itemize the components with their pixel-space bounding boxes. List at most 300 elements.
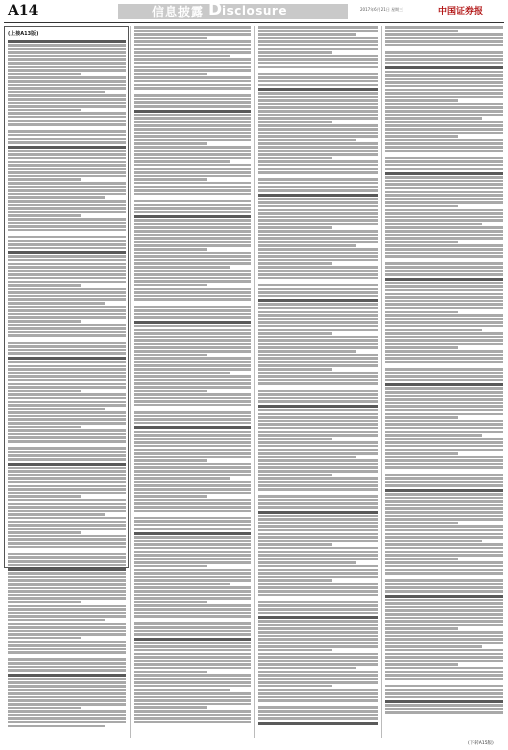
text-line	[134, 255, 251, 258]
text-line	[8, 538, 126, 541]
text-line	[134, 313, 251, 316]
text-line	[8, 102, 126, 105]
text-line	[134, 622, 251, 625]
text-line	[258, 645, 378, 648]
text-line	[385, 689, 503, 692]
text-line	[134, 714, 251, 717]
text-line	[8, 313, 126, 316]
text-line	[8, 553, 126, 556]
text-line	[8, 87, 126, 90]
header-rule	[4, 22, 504, 23]
text-line	[8, 390, 81, 393]
text-line	[134, 26, 251, 29]
text-line	[134, 361, 251, 364]
text-line	[258, 459, 378, 462]
text-line	[8, 666, 126, 669]
text-line	[258, 273, 378, 276]
text-line	[8, 232, 126, 235]
text-line	[134, 532, 251, 535]
text-line	[258, 624, 378, 627]
text-line	[134, 408, 251, 411]
text-line	[8, 699, 126, 702]
text-line	[258, 372, 378, 375]
text-line	[258, 110, 378, 113]
text-line	[258, 44, 378, 47]
text-line	[134, 298, 251, 301]
text-line	[258, 153, 378, 156]
text-line	[8, 454, 126, 457]
text-line	[258, 321, 378, 324]
text-line	[134, 474, 251, 477]
text-line	[8, 69, 126, 72]
text-line	[134, 434, 251, 437]
text-line	[258, 128, 378, 131]
text-line	[258, 696, 378, 699]
text-line	[134, 343, 251, 346]
text-line	[134, 456, 251, 459]
text-line	[385, 153, 503, 156]
text-line	[134, 266, 230, 269]
text-line	[134, 51, 251, 54]
text-line	[134, 569, 251, 572]
text-line	[8, 316, 126, 319]
text-line	[134, 663, 251, 666]
text-line	[385, 114, 503, 117]
text-line	[385, 216, 503, 219]
text-line	[8, 349, 126, 352]
text-line	[8, 583, 126, 586]
text-line	[258, 616, 378, 619]
text-line	[8, 193, 126, 196]
text-line	[258, 583, 378, 586]
text-line	[8, 685, 126, 688]
text-line	[8, 331, 126, 334]
text-line	[8, 251, 126, 254]
text-line	[134, 309, 251, 312]
text-line	[258, 416, 378, 419]
text-line	[385, 493, 503, 496]
text-line	[134, 633, 251, 636]
text-line	[8, 401, 126, 404]
text-line	[8, 259, 126, 262]
text-line	[8, 182, 126, 185]
text-line	[8, 40, 126, 43]
text-line	[258, 142, 378, 145]
column-divider	[130, 26, 131, 738]
text-line	[385, 474, 503, 477]
text-line	[385, 434, 482, 437]
text-line	[385, 543, 503, 546]
text-line	[385, 252, 503, 255]
text-line	[134, 262, 251, 265]
text-line	[8, 361, 126, 364]
text-line	[8, 393, 126, 396]
text-line	[258, 470, 378, 473]
text-line	[385, 58, 503, 61]
text-line	[134, 288, 251, 291]
text-line	[385, 273, 503, 276]
text-line	[8, 579, 126, 582]
text-line	[8, 48, 126, 51]
text-line	[134, 336, 251, 339]
text-line	[8, 295, 126, 298]
text-line	[8, 94, 126, 97]
text-line	[385, 223, 482, 226]
text-line	[8, 601, 81, 604]
text-line	[385, 642, 503, 645]
text-line	[258, 466, 378, 469]
text-line	[258, 569, 378, 572]
text-line	[258, 627, 378, 630]
text-line	[385, 438, 503, 441]
text-line	[134, 124, 251, 127]
text-line	[385, 678, 503, 681]
text-line	[385, 354, 503, 357]
text-line	[258, 175, 378, 178]
text-line	[385, 420, 503, 423]
text-line	[134, 284, 207, 287]
text-line	[258, 26, 378, 29]
text-line	[385, 497, 503, 500]
text-line	[385, 704, 503, 707]
page-number: A14	[8, 3, 39, 19]
text-line	[134, 142, 207, 145]
text-line	[8, 80, 126, 83]
text-line	[8, 485, 126, 488]
text-line	[134, 204, 251, 207]
text-line	[8, 692, 126, 695]
text-line	[134, 492, 251, 495]
text-line	[134, 721, 251, 724]
text-line	[134, 510, 251, 513]
text-line	[134, 619, 251, 622]
text-line	[134, 207, 251, 210]
text-line	[258, 714, 378, 717]
text-line	[8, 458, 126, 461]
text-line	[258, 284, 378, 287]
text-line	[258, 635, 378, 638]
text-line	[134, 215, 251, 218]
text-line	[8, 503, 126, 506]
text-line	[8, 641, 126, 644]
text-line	[258, 488, 378, 491]
text-line	[134, 681, 251, 684]
text-line	[258, 146, 378, 149]
text-line	[258, 209, 378, 212]
text-line	[8, 710, 126, 713]
text-line	[258, 51, 332, 54]
text-line	[385, 160, 503, 163]
text-line	[8, 411, 126, 414]
text-line	[258, 62, 378, 65]
text-line	[258, 178, 378, 181]
text-line	[258, 420, 378, 423]
text-line	[385, 62, 503, 65]
text-line	[258, 106, 378, 109]
text-line	[385, 383, 503, 386]
text-line	[385, 124, 503, 127]
text-line	[258, 678, 378, 681]
text-line	[258, 511, 378, 514]
text-line	[134, 463, 251, 466]
text-line	[385, 300, 503, 303]
text-line	[134, 612, 251, 615]
text-line	[258, 413, 378, 416]
text-line	[134, 540, 251, 543]
text-line	[134, 638, 251, 641]
text-line	[385, 33, 503, 36]
text-line	[8, 134, 126, 137]
text-line	[258, 529, 378, 532]
text-line	[134, 153, 251, 156]
text-line	[258, 205, 378, 208]
text-line	[385, 201, 503, 204]
text-line	[134, 400, 251, 403]
text-line	[8, 352, 126, 355]
text-line	[8, 112, 126, 115]
text-line	[385, 293, 503, 296]
text-line	[134, 193, 251, 196]
text-line	[258, 576, 378, 579]
text-line	[134, 717, 251, 720]
text-line	[134, 332, 251, 335]
text-line	[385, 595, 503, 598]
text-line	[385, 398, 503, 401]
text-line	[8, 495, 81, 498]
text-line	[258, 565, 378, 568]
text-line	[8, 365, 126, 368]
text-line	[134, 94, 251, 97]
text-line	[385, 456, 503, 459]
text-line	[385, 569, 503, 572]
text-line	[134, 234, 251, 237]
text-line	[134, 160, 230, 163]
text-line	[258, 653, 378, 656]
issue-date: 2017年6月21日 星期三	[360, 7, 404, 12]
text-line	[258, 484, 378, 487]
text-line	[8, 386, 126, 389]
text-line	[134, 128, 251, 131]
text-line	[385, 583, 503, 586]
text-line	[8, 383, 126, 386]
text-line	[8, 568, 126, 571]
text-line	[8, 542, 126, 545]
text-line	[8, 608, 126, 611]
text-line	[258, 103, 378, 106]
text-line	[8, 560, 126, 563]
text-line	[385, 285, 503, 288]
text-line	[8, 58, 126, 61]
text-line	[385, 463, 503, 466]
text-line	[258, 288, 378, 291]
text-line	[258, 244, 356, 247]
text-line	[385, 547, 503, 550]
text-line	[258, 502, 378, 505]
text-line	[258, 536, 378, 539]
text-line	[385, 311, 458, 314]
text-line	[385, 26, 503, 29]
section-title-en-initial: D	[208, 0, 223, 20]
text-line	[385, 624, 503, 627]
text-line	[134, 630, 251, 633]
text-line	[8, 130, 126, 133]
text-line	[8, 521, 126, 524]
text-line	[258, 194, 378, 197]
text-line	[134, 543, 251, 546]
text-line	[258, 434, 378, 437]
text-line	[385, 241, 458, 244]
text-line	[134, 325, 251, 328]
text-line	[8, 615, 126, 618]
text-line	[8, 408, 105, 411]
text-line	[258, 76, 378, 79]
text-line	[134, 558, 251, 561]
text-line	[8, 204, 126, 207]
text-line	[385, 395, 503, 398]
text-line	[385, 89, 503, 92]
text-line	[134, 706, 207, 709]
text-line	[258, 325, 378, 328]
text-line	[385, 226, 503, 229]
text-line	[258, 649, 332, 652]
text-line	[258, 438, 332, 441]
text-line	[258, 84, 378, 87]
text-line	[8, 662, 126, 665]
text-line	[385, 696, 503, 699]
text-line	[385, 259, 503, 262]
text-line	[385, 205, 458, 208]
text-line	[385, 332, 503, 335]
text-line	[8, 291, 126, 294]
text-line	[385, 572, 503, 575]
text-line	[134, 110, 251, 113]
text-line	[385, 296, 503, 299]
text-line	[8, 436, 126, 439]
text-line	[8, 327, 126, 330]
text-line	[258, 223, 378, 226]
text-line	[385, 230, 503, 233]
text-line	[258, 612, 378, 615]
text-line	[134, 415, 251, 418]
text-line	[8, 433, 126, 436]
text-line	[385, 561, 503, 564]
text-line	[258, 397, 378, 400]
text-line	[385, 321, 503, 324]
text-line	[385, 466, 503, 469]
text-line	[258, 332, 332, 335]
text-line	[258, 499, 378, 502]
text-line	[258, 132, 378, 135]
text-line	[258, 350, 356, 353]
text-line	[258, 452, 378, 455]
text-line	[258, 219, 378, 222]
text-line	[385, 146, 503, 149]
text-line	[134, 244, 251, 247]
text-line	[258, 706, 378, 709]
text-line	[8, 200, 126, 203]
text-line	[385, 551, 503, 554]
text-line	[258, 216, 378, 219]
text-line	[134, 649, 251, 652]
text-line	[385, 244, 503, 247]
text-line	[8, 127, 126, 130]
text-line	[134, 114, 251, 117]
text-line	[258, 543, 332, 546]
text-line	[8, 444, 126, 447]
text-line	[385, 361, 503, 364]
text-line	[258, 710, 378, 713]
text-line	[134, 495, 207, 498]
text-line	[258, 656, 378, 659]
text-line	[8, 470, 126, 473]
text-line	[385, 198, 503, 201]
text-column-2	[134, 26, 251, 738]
text-line	[8, 605, 126, 608]
text-line	[258, 518, 378, 521]
column-divider	[254, 26, 255, 738]
text-line	[385, 55, 503, 58]
text-line	[258, 597, 378, 600]
text-line	[8, 658, 126, 661]
text-line	[258, 390, 378, 393]
text-line	[134, 642, 251, 645]
text-line	[385, 187, 503, 190]
continued-to-label: (下转A15版)	[468, 741, 494, 746]
text-line	[134, 73, 207, 76]
text-line	[258, 522, 378, 525]
text-line	[258, 37, 378, 40]
text-line	[8, 418, 126, 421]
text-line	[385, 391, 503, 394]
text-line	[8, 474, 126, 477]
text-line	[258, 386, 378, 389]
text-line	[258, 533, 378, 536]
text-line	[385, 379, 503, 382]
text-line	[258, 558, 378, 561]
text-line	[258, 280, 378, 283]
text-line	[8, 357, 126, 360]
text-line	[8, 564, 126, 567]
text-line	[385, 128, 503, 131]
text-line	[258, 445, 378, 448]
text-line	[385, 590, 503, 593]
text-line	[134, 329, 251, 332]
text-line	[258, 30, 378, 33]
text-line	[8, 513, 105, 516]
text-line	[134, 692, 251, 695]
text-line	[8, 637, 81, 640]
text-line	[8, 44, 126, 47]
text-line	[134, 168, 251, 171]
text-line	[385, 350, 503, 353]
text-line	[134, 397, 251, 400]
text-line	[134, 438, 251, 441]
text-line	[258, 291, 378, 294]
text-line	[8, 211, 126, 214]
text-line	[258, 515, 378, 518]
text-line	[134, 223, 251, 226]
text-line	[385, 96, 503, 99]
text-line	[258, 660, 378, 663]
text-line	[385, 711, 503, 714]
text-line	[258, 259, 378, 262]
text-line	[258, 96, 378, 99]
text-line	[258, 198, 378, 201]
text-line	[258, 354, 378, 357]
text-line	[8, 51, 126, 54]
text-line	[385, 266, 503, 269]
text-line	[8, 648, 126, 651]
